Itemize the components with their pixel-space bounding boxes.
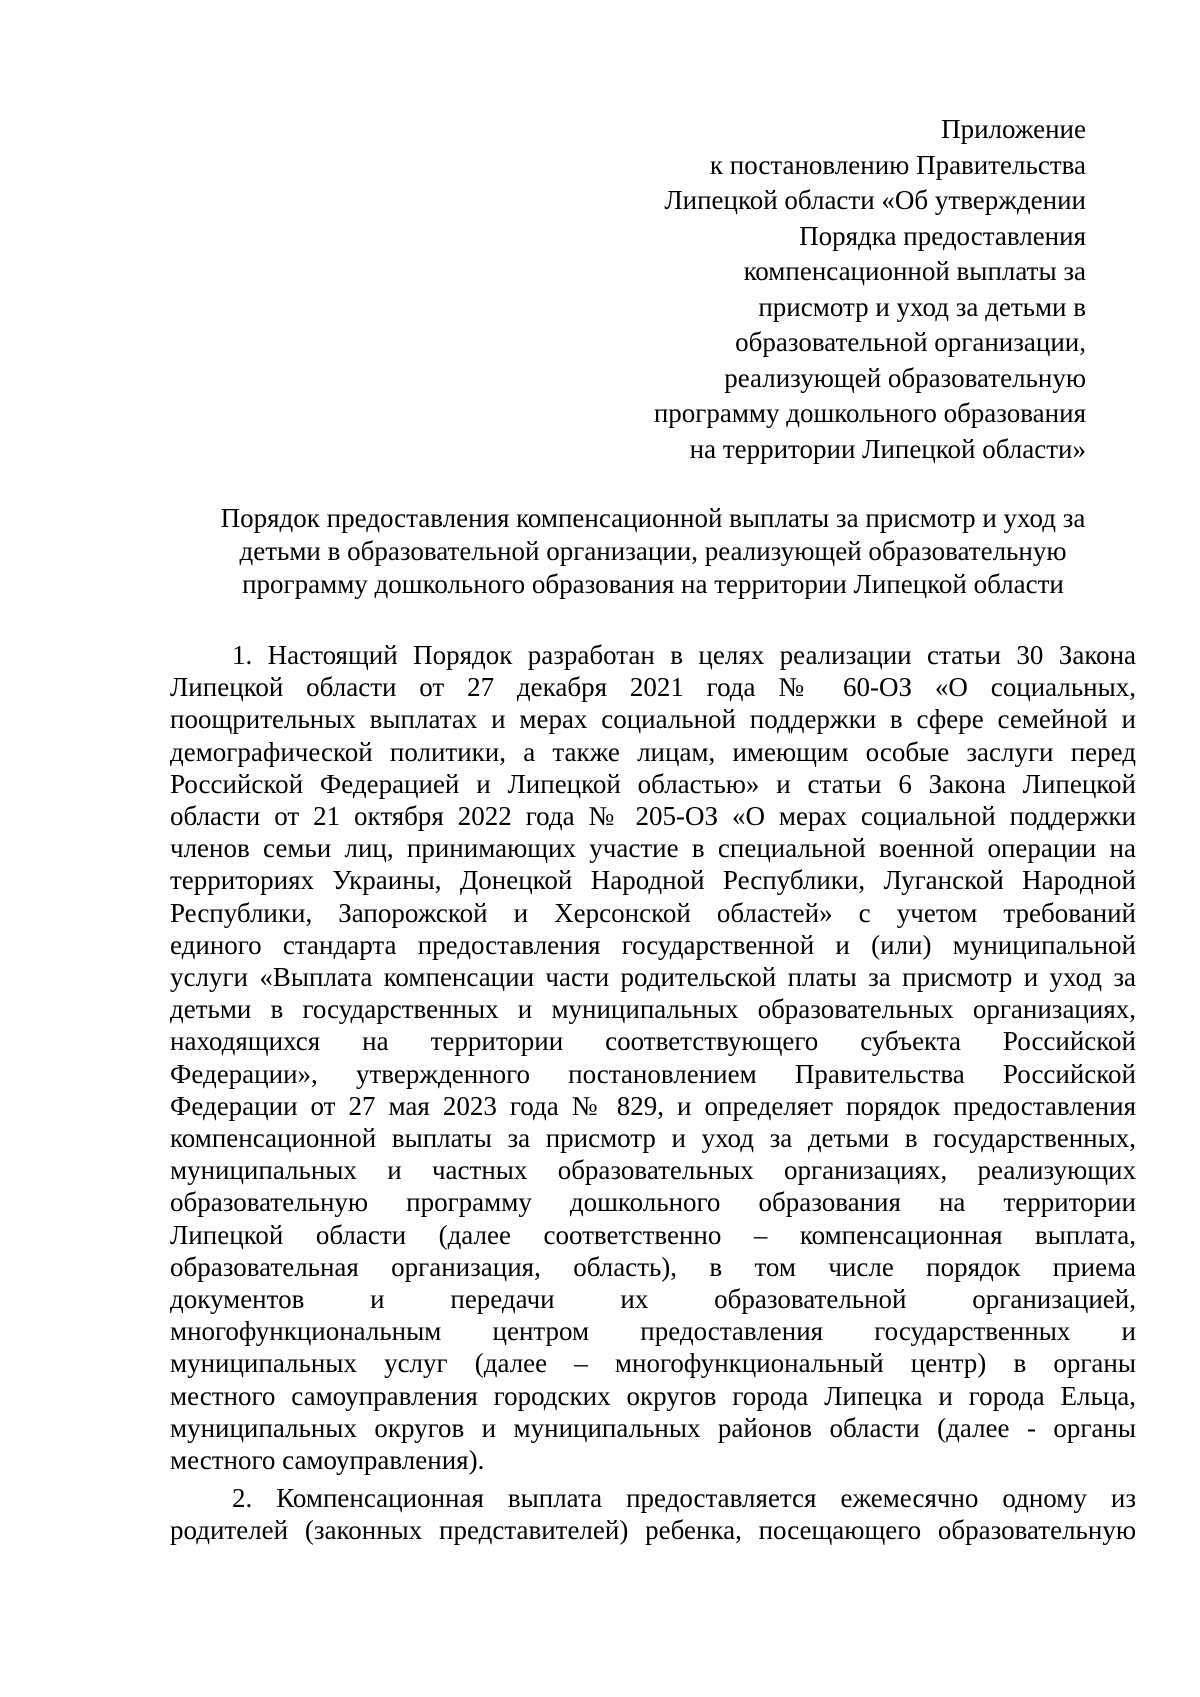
appendix-line: Липецкой области «Об утверждении (664, 185, 1086, 215)
paragraph-line: членов семьи лиц, принимающих участие в специальной военной операции на (170, 833, 1136, 864)
appendix-line: компенсационной выплаты за (743, 256, 1086, 286)
title-line: Порядок предоставления компенсационной выплаты за присмотр и уход за (220, 503, 1086, 533)
paragraph-line: местного самоуправления городских округов города Липецка и города Ельца, (170, 1380, 1136, 1411)
paragraph-line: документов и передачи их образовательной организацией, (170, 1284, 1136, 1315)
appendix-line: к постановлению Правительства (709, 149, 1086, 180)
paragraph-1 (170, 639, 1136, 1476)
appendix-line: программу дошкольного образования (653, 398, 1086, 428)
appendix-line: на территории Липецкой области» (689, 433, 1086, 464)
paragraph-line: образовательную программу дошкольного образования на территории (170, 1187, 1136, 1218)
paragraph-line: Республики, Запорожской и Херсонской областей» с учетом требований (170, 897, 1136, 928)
paragraph-2 (170, 1482, 1136, 1546)
paragraph-line: детьми в государственных и муниципальных образовательных организациях, (170, 994, 1136, 1025)
appendix-line: присмотр и уход за детьми в (758, 291, 1086, 322)
appendix-line: Приложение (941, 114, 1086, 144)
appendix-header (566, 112, 1086, 467)
title-line: программу дошкольного образования на территории Липецкой области (242, 569, 1064, 599)
paragraph-line: 2. Компенсационная выплата предоставляется ежемесячно одному из (232, 1483, 1136, 1514)
paragraph-line: Российской Федерацией и Липецкой областью» и статьи 6 Закона Липецкой (170, 768, 1136, 799)
paragraph-line: муниципальных и частных образовательных организациях, реализующих (170, 1155, 1136, 1186)
appendix-line: образовательной организации, (735, 327, 1086, 357)
paragraph-line: области от 21 октября 2022 года № 205-ОЗ «О мерах социальной поддержки (170, 801, 1136, 832)
paragraph-line: территориях Украины, Донецкой Народной Республики, Луганской Народной (170, 865, 1136, 896)
paragraph-line: Федерации», утвержденного постановлением Правительства Российской (170, 1058, 1136, 1089)
document-title (170, 502, 1136, 601)
paragraph-line: местного самоуправления). (170, 1445, 485, 1476)
paragraph-line: единого стандарта предоставления государственной и (или) муниципальной (170, 929, 1136, 960)
paragraph-line: муниципальных округов и муниципальных районов области (далее - органы (170, 1412, 1136, 1443)
paragraph-line: Липецкой области (далее соответственно – компенсационная выплата, (170, 1219, 1136, 1250)
paragraph-line: Липецкой области от 27 декабря 2021 года № 60-ОЗ «О социальных, (170, 672, 1136, 703)
document-body (170, 639, 1136, 1547)
appendix-line: реализующей образовательную (724, 362, 1086, 393)
paragraph-line: находящихся на территории соответствующего субъекта Российской (170, 1026, 1136, 1057)
paragraph-line: родителей (законных представителей) ребенка, посещающего образовательную (170, 1515, 1136, 1546)
paragraph-line: демографической политики, а также лицам, имеющим особые заслуги перед (170, 736, 1136, 767)
title-line: детьми в образовательной организации, реализующей образовательную (239, 536, 1067, 566)
paragraph-line: многофункциональным центром предоставления государственных и (170, 1316, 1136, 1347)
paragraph-line: компенсационной выплаты за присмотр и уход за детьми в государственных, (170, 1123, 1136, 1154)
appendix-line: Порядка предоставления (799, 220, 1086, 251)
paragraph-line: образовательная организация, область), в том числе порядок приема (170, 1251, 1136, 1282)
paragraph-line: поощрительных выплатах и мерах социальной поддержки в сфере семейной и (170, 704, 1136, 735)
paragraph-line: 1. Настоящий Порядок разработан в целях реализации статьи 30 Закона (232, 640, 1136, 670)
paragraph-line: муниципальных услуг (далее – многофункциональный центр) в органы (170, 1348, 1136, 1379)
paragraph-line: услуги «Выплата компенсации части родительской платы за присмотр и уход за (170, 962, 1136, 993)
paragraph-line: Федерации от 27 мая 2023 года № 829, и определяет порядок предоставления (170, 1090, 1136, 1121)
